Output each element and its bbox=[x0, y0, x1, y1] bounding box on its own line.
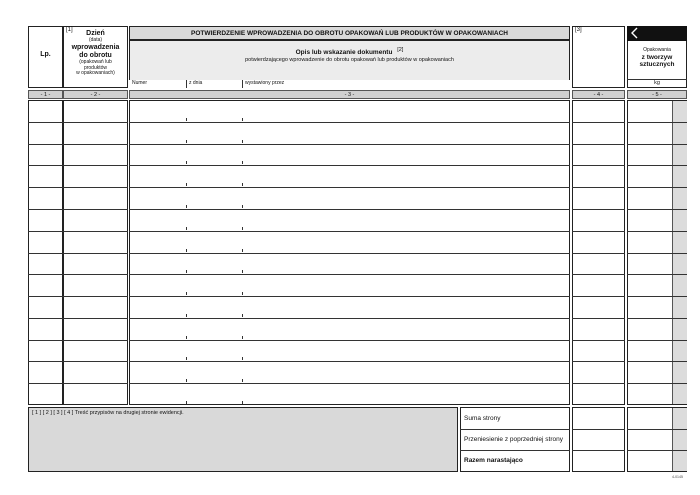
table-row-divider bbox=[28, 231, 63, 232]
table-row-divider bbox=[572, 231, 625, 232]
table-row-divider bbox=[129, 122, 570, 123]
table-row-divider bbox=[63, 274, 128, 275]
table-row-divider bbox=[129, 340, 570, 341]
field-separator-tick bbox=[242, 270, 243, 273]
table-row-divider bbox=[28, 144, 63, 145]
ref-2: [2] bbox=[397, 47, 404, 53]
table-row-divider bbox=[627, 165, 687, 166]
table-row-divider bbox=[63, 296, 128, 297]
doc-description-title-text: Opis lub wskazanie dokumentu bbox=[295, 49, 393, 56]
table-row-divider bbox=[63, 340, 128, 341]
table-row-divider bbox=[28, 383, 63, 384]
footer-col5-div-1 bbox=[627, 429, 687, 430]
table-row-divider bbox=[572, 144, 625, 145]
table-row-divider bbox=[627, 209, 687, 210]
footer-col4-box bbox=[572, 407, 625, 472]
table-row-divider bbox=[572, 165, 625, 166]
table-row-divider bbox=[28, 340, 63, 341]
colnum-3: - 3 - bbox=[129, 90, 570, 99]
table-row-divider bbox=[129, 165, 570, 166]
table-row-divider bbox=[129, 144, 570, 145]
field-separator-tick bbox=[242, 292, 243, 295]
field-separator-tick bbox=[186, 314, 187, 317]
table-row-divider bbox=[63, 318, 128, 319]
footer-label-div-1 bbox=[460, 429, 570, 430]
table-row-divider bbox=[627, 231, 687, 232]
ref-3: [3] bbox=[575, 27, 582, 33]
table-row-divider bbox=[572, 361, 625, 362]
table-row-divider bbox=[572, 122, 625, 123]
table-row-divider bbox=[63, 209, 128, 210]
footer-col4-div-2 bbox=[572, 450, 625, 451]
field-separator-tick bbox=[242, 379, 243, 382]
col5-black-tab bbox=[627, 26, 687, 41]
col5-label bbox=[627, 48, 687, 69]
table-row-divider bbox=[63, 253, 128, 254]
field-separator-tick bbox=[242, 140, 243, 143]
field-separator-tick bbox=[186, 249, 187, 252]
colnum-5: - 5 - bbox=[627, 90, 687, 99]
field-separator-tick bbox=[186, 118, 187, 121]
field-separator-tick bbox=[242, 161, 243, 164]
table-row-divider bbox=[63, 122, 128, 123]
table-row-divider bbox=[572, 187, 625, 188]
table-row-divider bbox=[129, 296, 570, 297]
col5-line1: Opakowania bbox=[643, 47, 671, 53]
subheader-numer: Numer bbox=[132, 80, 148, 86]
table-row-divider bbox=[63, 165, 128, 166]
main-title: POTWIERDZENIE WPROWADZENIA DO OBROTU OPAKOWAŃ LUB PRODUKTÓW W OPAKOWANIACH bbox=[191, 30, 508, 37]
table-row-divider bbox=[28, 165, 63, 166]
field-separator-tick bbox=[242, 249, 243, 252]
table-row-divider bbox=[627, 361, 687, 362]
doc-description-subtitle: potwierdzającego wprowadzenie do obrotu opakowań lub produktów w opakowaniach bbox=[245, 57, 454, 63]
table-row-divider bbox=[63, 383, 128, 384]
col5-unit: kg bbox=[654, 80, 660, 86]
doc-description-title bbox=[129, 47, 570, 56]
field-separator-tick bbox=[242, 314, 243, 317]
table-row-divider bbox=[572, 296, 625, 297]
back-arrow-icon bbox=[629, 27, 641, 39]
colnum-2: - 2 - bbox=[63, 90, 128, 99]
table-row-divider bbox=[28, 187, 63, 188]
subheader-sep-2 bbox=[242, 80, 243, 88]
footer-col5-div-2 bbox=[627, 450, 687, 451]
footer-przeniesienie: Przeniesienie z poprzedniej strony bbox=[464, 436, 563, 443]
lp-label: Lp. bbox=[40, 51, 51, 58]
col5-line2: z tworzyw bbox=[641, 53, 673, 61]
table-row-divider bbox=[28, 296, 63, 297]
table-row-divider bbox=[129, 274, 570, 275]
form-code: 4-0145 bbox=[672, 475, 683, 479]
field-separator-tick bbox=[242, 205, 243, 208]
col5-line3: sztucznych bbox=[639, 61, 675, 69]
table-row-divider bbox=[129, 209, 570, 210]
colnum-4: - 4 - bbox=[572, 90, 625, 99]
field-separator-tick bbox=[242, 336, 243, 339]
date-label-line4: do obrotu bbox=[79, 51, 112, 59]
table-row-divider bbox=[63, 361, 128, 362]
table-row-divider bbox=[129, 318, 570, 319]
ref-1: [1] bbox=[66, 27, 73, 33]
table-row-divider bbox=[28, 274, 63, 275]
table-row-divider bbox=[627, 340, 687, 341]
table-row-divider bbox=[28, 318, 63, 319]
table-row-divider bbox=[28, 209, 63, 210]
table-row-divider bbox=[572, 209, 625, 210]
table-row-divider bbox=[627, 274, 687, 275]
field-separator-tick bbox=[186, 227, 187, 230]
colnum-1: - 1 - bbox=[28, 90, 63, 99]
table-row-divider bbox=[627, 318, 687, 319]
field-separator-tick bbox=[186, 270, 187, 273]
field-separator-tick bbox=[186, 205, 187, 208]
date-label-line7: w opakowaniach) bbox=[76, 70, 115, 77]
subheader-sep-1 bbox=[186, 80, 187, 88]
footer-col5-shade bbox=[672, 408, 687, 471]
footer-col4-div-1 bbox=[572, 429, 625, 430]
field-separator-tick bbox=[186, 357, 187, 360]
footer-note-box bbox=[28, 407, 458, 472]
table-row-divider bbox=[63, 231, 128, 232]
date-label-line1: Dzień bbox=[86, 30, 105, 37]
field-separator-tick bbox=[186, 379, 187, 382]
footer-label-div-2 bbox=[460, 450, 570, 451]
field-separator-tick bbox=[186, 292, 187, 295]
table-row-divider bbox=[63, 144, 128, 145]
field-separator-tick bbox=[242, 227, 243, 230]
subheader-wystawiony: wystawiony przez bbox=[245, 80, 285, 86]
table-row-divider bbox=[572, 274, 625, 275]
table-row-divider bbox=[572, 340, 625, 341]
table-row-divider bbox=[28, 361, 63, 362]
footer-note: [ 1 ] [ 2 ] [ 3 ] [ 4 ] Treść przypisów na drugiej stronie ewidencji. bbox=[32, 410, 184, 416]
table-row-divider bbox=[572, 318, 625, 319]
field-separator-tick bbox=[242, 183, 243, 186]
table-row-divider bbox=[129, 361, 570, 362]
date-label-main bbox=[63, 30, 128, 77]
field-separator-tick bbox=[186, 183, 187, 186]
table-row-divider bbox=[28, 253, 63, 254]
table-row-divider bbox=[572, 383, 625, 384]
date-label-line5: (opakowań lub bbox=[79, 58, 112, 65]
date-label-line3: wprowadzenia bbox=[71, 43, 120, 51]
footer-razem: Razem narastająco bbox=[464, 457, 523, 464]
field-separator-tick bbox=[186, 336, 187, 339]
field-separator-tick bbox=[186, 401, 187, 404]
table-row-divider bbox=[129, 253, 570, 254]
field-separator-tick bbox=[242, 401, 243, 404]
table-row-divider bbox=[129, 187, 570, 188]
table-row-divider bbox=[627, 253, 687, 254]
field-separator-tick bbox=[242, 118, 243, 121]
field-separator-tick bbox=[242, 357, 243, 360]
field-separator-tick bbox=[186, 140, 187, 143]
field-separator-tick bbox=[186, 161, 187, 164]
table-row-divider bbox=[627, 383, 687, 384]
table-row-divider bbox=[627, 122, 687, 123]
table-row-divider bbox=[627, 296, 687, 297]
footer-suma: Suma strony bbox=[464, 415, 501, 422]
date-label-line6: produktów bbox=[83, 64, 108, 71]
table-row-divider bbox=[572, 253, 625, 254]
table-row-divider bbox=[129, 383, 570, 384]
date-label-line2: (data) bbox=[88, 37, 103, 44]
table-row-divider bbox=[129, 231, 570, 232]
subheader-z-dnia: z dnia bbox=[189, 80, 203, 86]
table-row-divider bbox=[63, 187, 128, 188]
table-row-divider bbox=[627, 144, 687, 145]
table-row-divider bbox=[627, 187, 687, 188]
table-row-divider bbox=[28, 122, 63, 123]
header-col4-cell bbox=[572, 26, 625, 88]
